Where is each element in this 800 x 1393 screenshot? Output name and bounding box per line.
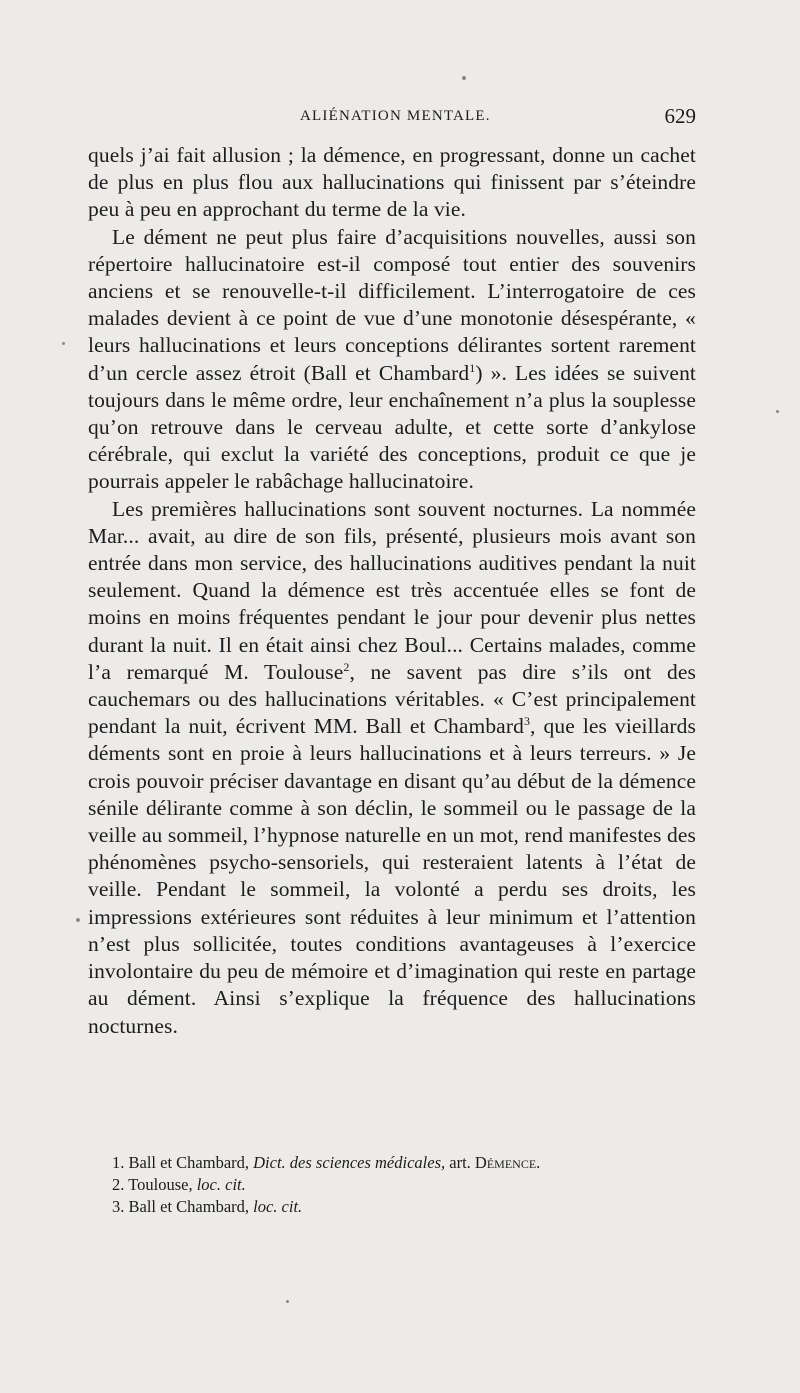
footnote-ref-1: 1 — [469, 360, 476, 375]
paragraph-1: quels j’ai fait allusion ; la démence, en progressant, donne un cachet de plus en plus flou aux hallucinations qui finissent par s’éteindre peu à peu en approchant du terme de la vie. — [88, 143, 696, 222]
paragraph-2 — [88, 224, 696, 496]
paragraph-text: Le dément ne peut plus faire d’acquisitions nouvelles, aussi son répertoire hallucinatoire est-il composé tout entier des souvenirs anciens et se renouvelle-t-il difficilement. L’interrogatoire de ces malades devient à ce point de vue d’une monotonie désespérante, « leurs hallucinations et leurs conceptions délirantes sortent rarement d’un cercle assez étroit (Ball et Chambard — [88, 224, 696, 385]
paragraph-3 — [88, 496, 696, 1040]
footnote-number: 2. — [112, 1175, 125, 1194]
footnote-work: loc. cit. — [196, 1175, 246, 1194]
paragraph-text: Les premières hallucinations sont souvent nocturnes. La nommée Mar... avait, au dire de son fils, présenté, plusieurs mois avant son entrée dans mon service, des hallucinations auditives pendant la nuit seulement. Quand la démence est très accentuée elles se font de moins en moins fréquentes pendant le jour pour devenir plus nettes durant la nuit. Il en était ainsi chez Boul... Certains malades, comme l’a remarqué M. Toulouse — [88, 496, 696, 684]
footnote-number: 1. — [112, 1153, 125, 1172]
paper-speck — [286, 1300, 289, 1303]
footnote-number: 3. — [112, 1197, 125, 1216]
paragraph-text: ) ». Les idées se suivent toujours dans le même ordre, leur enchaînement n’a plus la souplesse qu’on retrouve dans le cerveau adulte, et cette sorte d’ankylose cérébrale, qui exclut la variété des conceptions, produit ce que je pourrais appeler le rabâchage hallucinatoire. — [88, 360, 696, 494]
paragraph-text: , ne savent pas dire s’ils ont des cauchemars ou des hallucinations véritables. « C’est principalement pendant la nuit, écrivent MM. Ball et Chambard — [88, 659, 696, 739]
footnote-author: Ball et Chambard, — [128, 1197, 250, 1216]
footnotes — [112, 1152, 702, 1218]
page-number: 629 — [664, 104, 696, 128]
footnote-author: Ball et Chambard, — [128, 1153, 250, 1172]
body-text — [88, 142, 696, 1040]
paper-speck — [62, 342, 65, 345]
page-header — [88, 104, 696, 138]
footnote-author: Toulouse, — [128, 1175, 193, 1194]
footnote-1 — [112, 1152, 702, 1174]
footnote-ref-3: 3 — [523, 714, 531, 729]
running-title: ALIÉNATION MENTALE. — [300, 108, 491, 124]
paper-speck — [462, 76, 466, 80]
footnote-3 — [112, 1196, 702, 1218]
paragraph-text: , que les vieillards déments sont en proie à leurs hallucinations et à leurs terreurs. » Je crois pouvoir préciser davantage en disant qu’au début de la démence sénile délirante comme à son déclin, le sommeil ou le passage de la veille au sommeil, l’hypnose naturelle en un mot, rend manifestes des phénomènes psycho-sensoriels, qui resteraient latents à l’état de veille. Pendant le sommeil, la volonté a perdu ses droits, les impressions extérieures sont réduites à leur minimum et l’attention n’est plus sollicitée, toutes conditions avantageuses à l’exercice involontaire du peu de mémoire et d’imagination qui reste en partage au dément. Ainsi s’explique la fréquence des hallucinations nocturnes. — [88, 714, 697, 1038]
paper-speck — [76, 918, 80, 922]
footnote-rest: art. — [449, 1153, 471, 1172]
footnote-2 — [112, 1174, 702, 1196]
footnote-ref-2: 2 — [343, 659, 350, 674]
footnote-work: Dict. des sciences médicales, — [253, 1153, 446, 1172]
footnote-smallcaps: Démence. — [474, 1153, 541, 1172]
footnote-work: loc. cit. — [253, 1197, 303, 1216]
paper-speck — [776, 410, 779, 413]
